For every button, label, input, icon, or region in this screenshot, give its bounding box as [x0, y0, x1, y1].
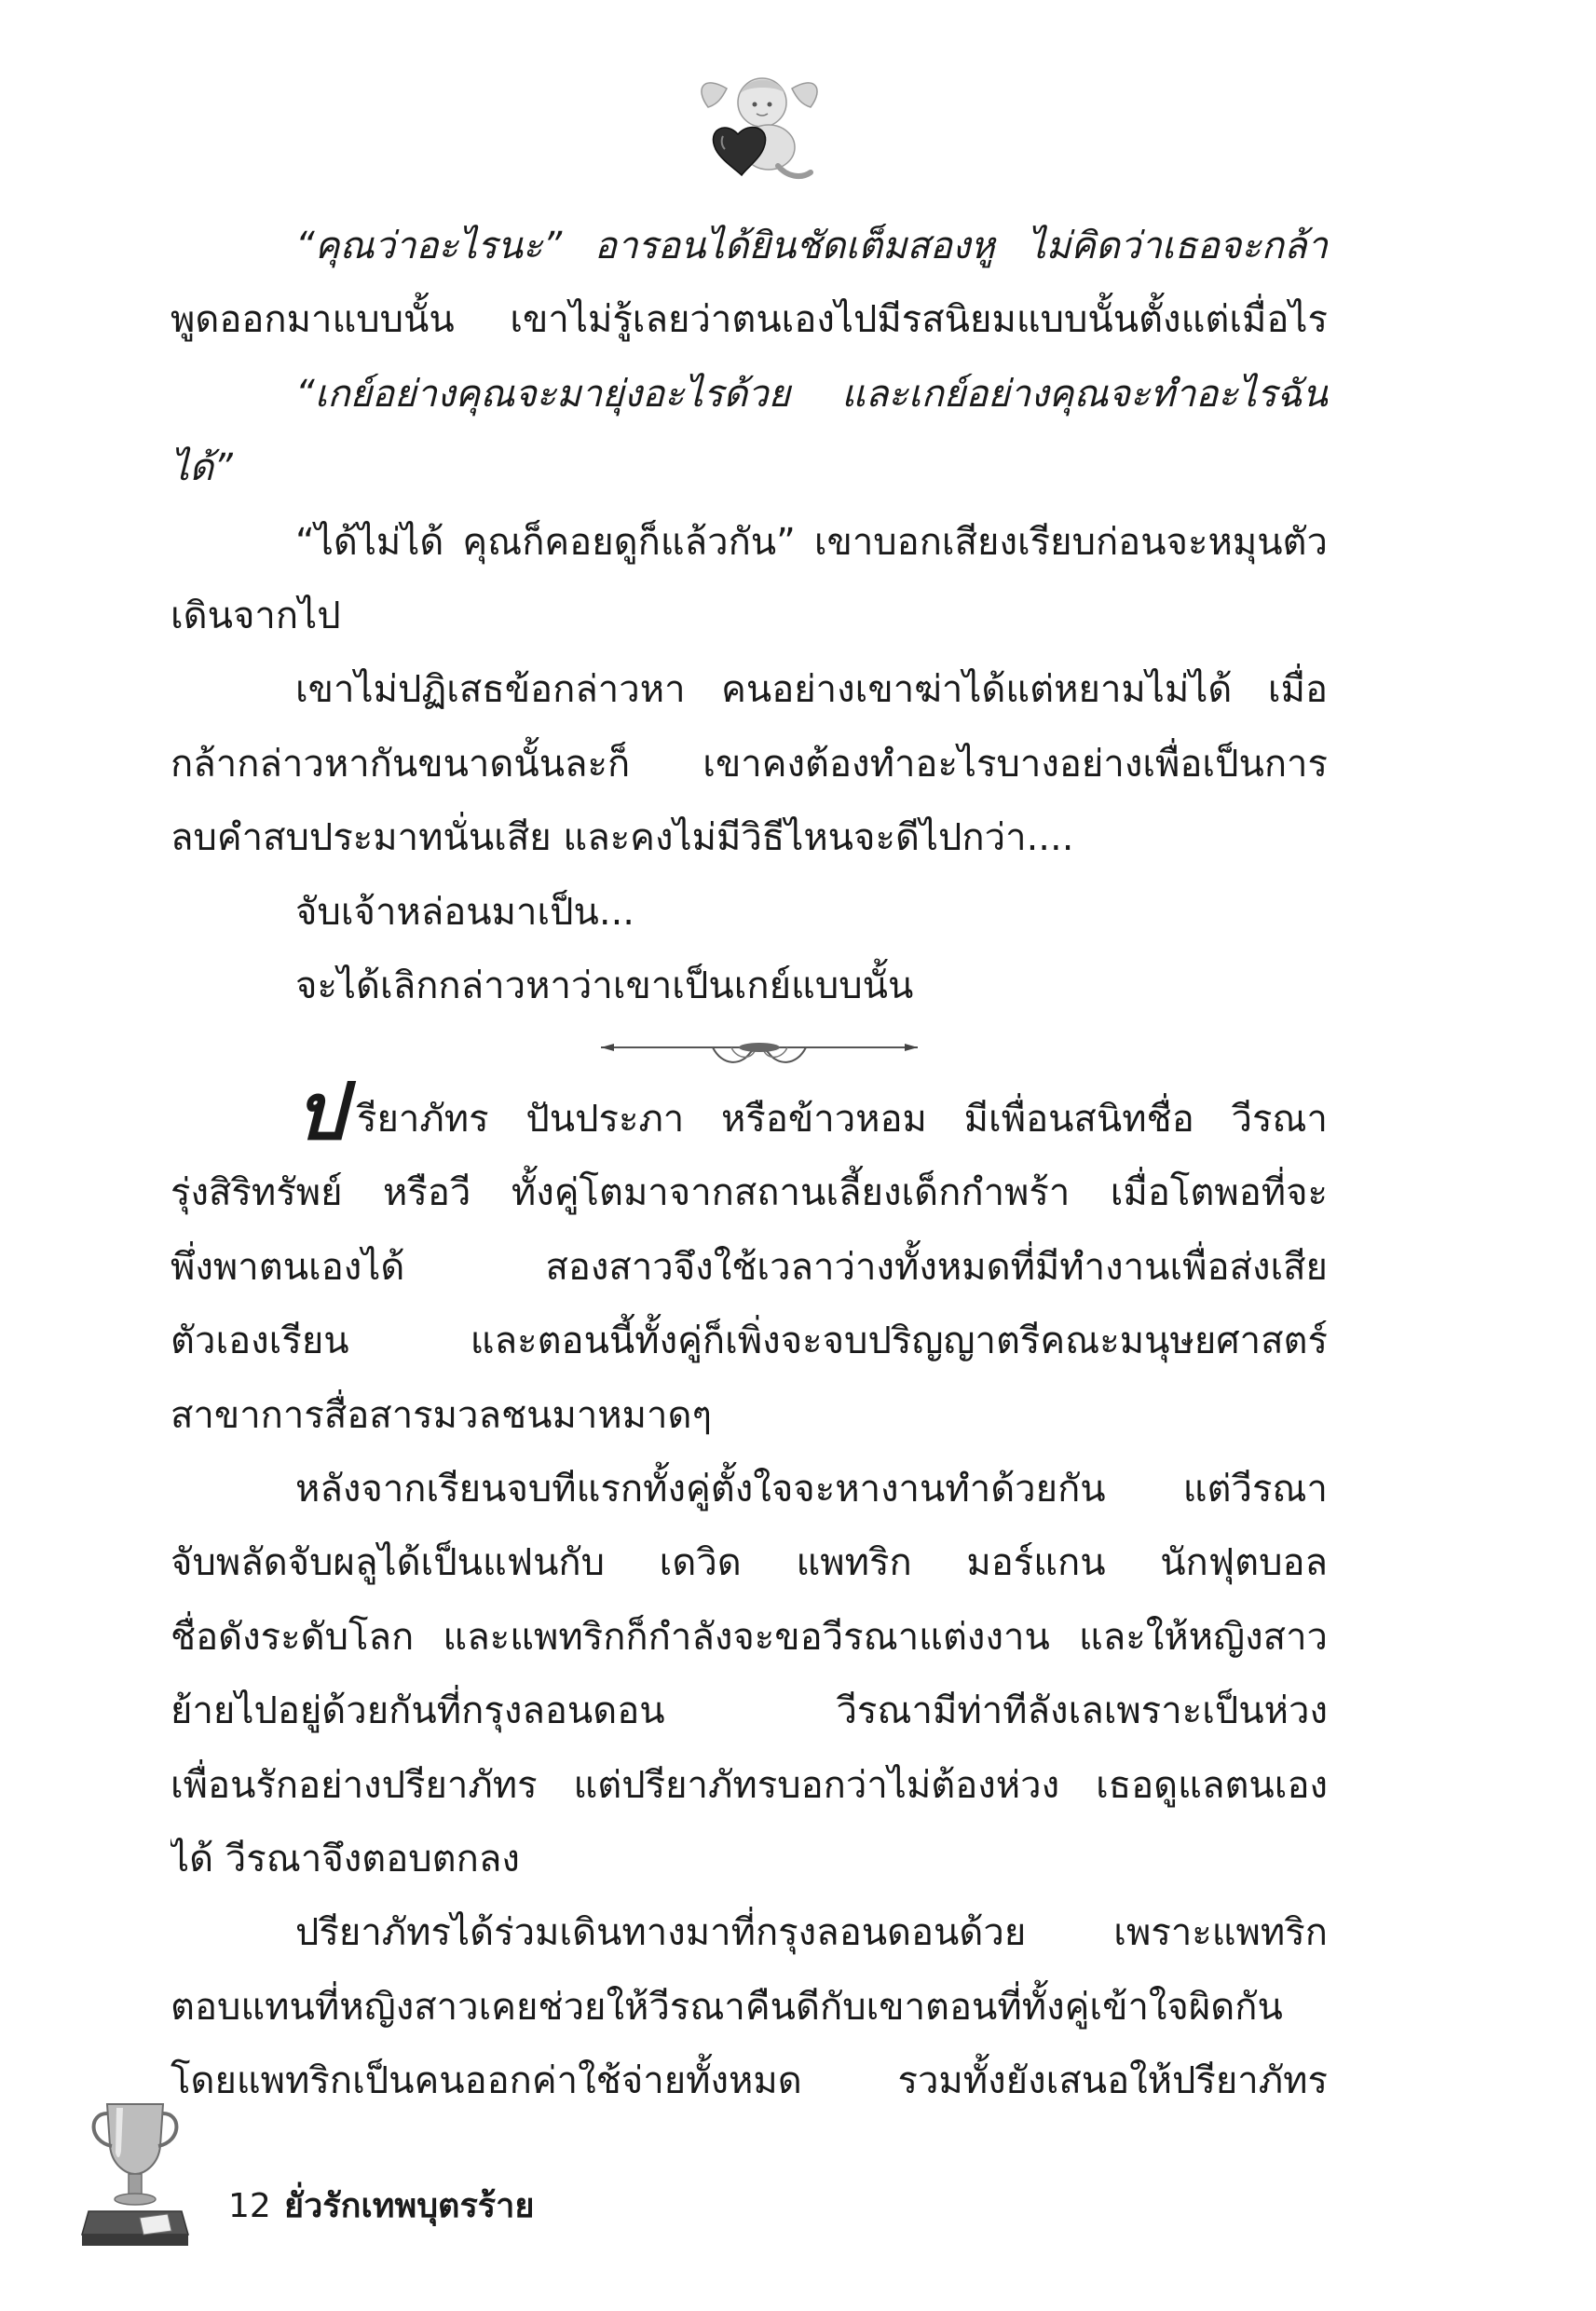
text-line [171, 1526, 1328, 1600]
text-line-content: เขาไม่ปฏิเสธข้อกล่าวหา คนอย่างเขาฆ่าได้แต่หยามไม่ได้ เมื่อ [295, 668, 1328, 712]
text-line [171, 1823, 1328, 1896]
text-line-content: หลังจากเรียนจบทีแรกทั้งคู่ตั้งใจจะหางานทำด้วยกัน แต่วีรณา [295, 1467, 1328, 1511]
book-title: ยั่วรักเทพบุตรร้าย [284, 2187, 535, 2225]
text-line [171, 1156, 1328, 1230]
text-line [171, 728, 1328, 801]
text-line [171, 950, 1328, 1023]
scroll-divider-icon [601, 1034, 918, 1072]
text-line [171, 210, 1328, 283]
text-line [171, 1305, 1328, 1378]
text-line-content: ได้” [171, 446, 233, 490]
text-line-content: “เกย์อย่างคุณจะมายุ่งอะไรด้วย และเกย์อย่างคุณจะทำอะไรฉัน [295, 372, 1328, 416]
text-line-content: จับเจ้าหล่อนมาเป็น... [295, 890, 635, 934]
text-line-content: ตัวเองเรียน และตอนนี้ทั้งคู่ก็เพิ่งจะจบปริญญาตรีคณะมนุษยศาสตร์ [171, 1320, 1328, 1363]
upper-passage [171, 210, 1328, 1023]
text-line-content: กล้ากล่าวหากันขนาดนั้นละก็ เขาคงต้องทำอะไรบางอย่างเพื่อเป็นการ [171, 742, 1328, 786]
page-number: 12 [228, 2187, 271, 2225]
text-line-content: รุ่งสิริทรัพย์ หรือวี ทั้งคู่โตมาจากสถานเลี้ยงเด็กกำพร้า เมื่อโตพอที่จะ [171, 1171, 1328, 1215]
text-line-content: เพื่อนรักอย่างปรียาภัทร แต่ปรียาภัทรบอกว่าไม่ต้องห่วง เธอดูแลตนเอง [171, 1763, 1328, 1807]
text-line [171, 580, 1328, 653]
text-line-content: พึ่งพาตนเองได้ สองสาวจึงใช้เวลาว่างทั้งหมดที่มีทำงานเพื่อส่งเสีย [171, 1245, 1328, 1289]
text-line-content: จะได้เลิกกล่าวหาว่าเขาเป็นเกย์แบบนั้น [295, 964, 914, 1007]
text-line [171, 1601, 1328, 1675]
lower-passage [171, 1065, 1328, 2118]
text-line-content: ตอบแทนที่หญิงสาวเคยช่วยให้วีรณาคืนดีกับเขาตอนที่ทั้งคู่เข้าใจผิดกัน [171, 1985, 1283, 2029]
text-line [171, 876, 1328, 950]
dropcap-line [171, 1065, 1328, 1157]
text-line-content: ลบคำสบประมาทนั่นเสีย และคงไม่มีวิธีไหนจะดีไปกว่า.... [171, 816, 1074, 860]
text-line [171, 283, 1328, 357]
text-line-content: จับพลัดจับผลูได้เป็นแฟนกับ เดวิด แพทริก มอร์แกน นักฟุตบอล [171, 1541, 1328, 1585]
text-line-content: ชื่อดังระดับโลก และแพทริกก็กำลังจะขอวีรณาแต่งงาน และให้หญิงสาว [171, 1615, 1328, 1659]
text-line-content: โดยแพทริกเป็นคนออกค่าใช้จ่ายทั้งหมด รวมทั้งยังเสนอให้ปรียาภัทร [171, 2059, 1328, 2103]
trophy-icon [75, 2095, 196, 2253]
text-line [171, 653, 1328, 727]
cupid-with-heart-icon [689, 65, 829, 186]
text-line [171, 431, 1328, 505]
page-footer [75, 2095, 727, 2253]
text-line-content: ปรียาภัทรได้ร่วมเดินทางมาที่กรุงลอนดอนด้วย เพราะแพทริก [295, 1911, 1328, 1955]
text-line-content: พูดออกมาแบบนั้น เขาไม่รู้เลยว่าตนเองไปมีรสนิยมแบบนั้นตั้งแต่เมื่อไร [171, 298, 1328, 342]
text-line [171, 1379, 1328, 1453]
text-line [171, 1749, 1328, 1823]
text-line-content: เดินจากไป [171, 594, 341, 637]
text-line-content: ย้ายไปอยู่ด้วยกันที่กรุงลอนดอน วีรณามีท่าทีลังเลเพราะเป็นห่วง [171, 1689, 1328, 1733]
text-line-content: “คุณว่าอะไรนะ” อารอนได้ยินชัดเต็มสองหู ไม่คิดว่าเธอจะกล้า [295, 225, 1328, 267]
text-line [171, 1896, 1328, 1970]
text-line [171, 801, 1328, 875]
text-line [171, 1453, 1328, 1526]
text-line [171, 1231, 1328, 1305]
text-line [171, 506, 1328, 580]
drop-cap: ป [295, 1065, 346, 1157]
text-line-content: รียาภัทร ปันประภา หรือข้าวหอม มีเพื่อนสนิทชื่อ วีรณา [357, 1098, 1328, 1141]
text-line [171, 1675, 1328, 1748]
text-line [171, 1971, 1328, 2044]
text-line-content: ได้ วีรณาจึงตอบตกลง [171, 1837, 520, 1880]
text-line-content: “ได้ไม่ได้ คุณก็คอยดูก็แล้วกัน” เขาบอกเสียงเรียบก่อนจะหมุนตัว [295, 520, 1328, 564]
text-line [171, 358, 1328, 431]
text-line-content: สาขาการสื่อสารมวลชนมาหมาดๆ [171, 1393, 712, 1437]
